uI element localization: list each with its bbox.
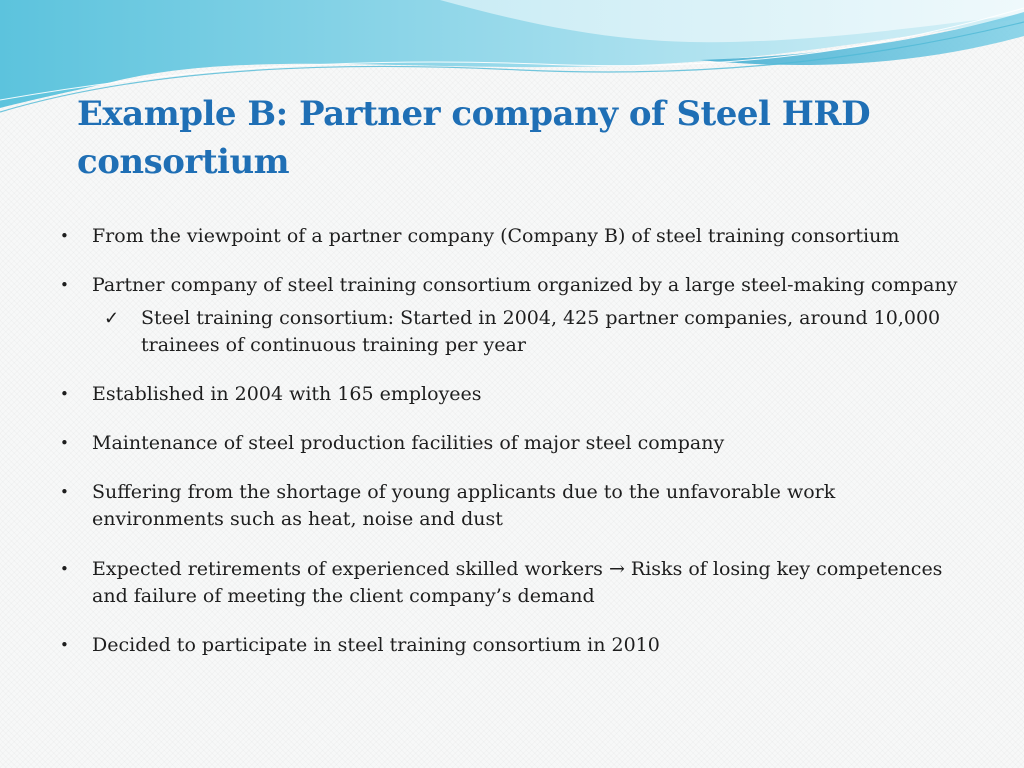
- bullet-text: Established in 2004 with 165 employees: [92, 383, 482, 405]
- sub-bullet-text: Steel training consortium: Started in 2004, 425 partner companies, around 10,000 trainees of continuous training per year: [141, 307, 941, 356]
- bullet-item-established: [60, 381, 970, 408]
- bullet-dot-icon: •: [60, 385, 69, 403]
- bullet-item-shortage: [60, 479, 970, 533]
- bullet-text: Decided to participate in steel training consortium in 2010: [92, 634, 660, 656]
- bullet-text: Expected retirements of experienced skilled workers → Risks of losing key competences and failure of meeting the client company’s demand: [92, 558, 943, 607]
- slide-title: Example B: Partner company of Steel HRD consortium: [77, 94, 871, 182]
- bullet-dot-icon: •: [60, 560, 69, 578]
- bullet-text: From the viewpoint of a partner company (Company B) of steel training consortium: [92, 225, 900, 247]
- bullet-text: Partner company of steel training consortium organized by a large steel-making company: [92, 274, 958, 296]
- bullet-item-partner-company: [60, 272, 970, 359]
- bullet-dot-icon: •: [60, 636, 69, 654]
- bullet-item-viewpoint: [60, 223, 970, 250]
- sub-bullet-consortium: [104, 305, 954, 359]
- bullet-dot-icon: •: [60, 227, 69, 245]
- bullet-dot-icon: •: [60, 483, 69, 501]
- bullet-item-retirements: [60, 556, 970, 610]
- bullet-text: Maintenance of steel production facilities of major steel company: [92, 432, 725, 454]
- bullet-text: Suffering from the shortage of young applicants due to the unfavorable work environments such as heat, noise and dust: [92, 481, 836, 530]
- bullet-item-maintenance: [60, 430, 970, 457]
- bullet-dot-icon: •: [60, 434, 69, 452]
- bullet-dot-icon: •: [60, 276, 69, 294]
- check-icon: ✓: [104, 308, 120, 329]
- bullet-item-decided: [60, 632, 970, 659]
